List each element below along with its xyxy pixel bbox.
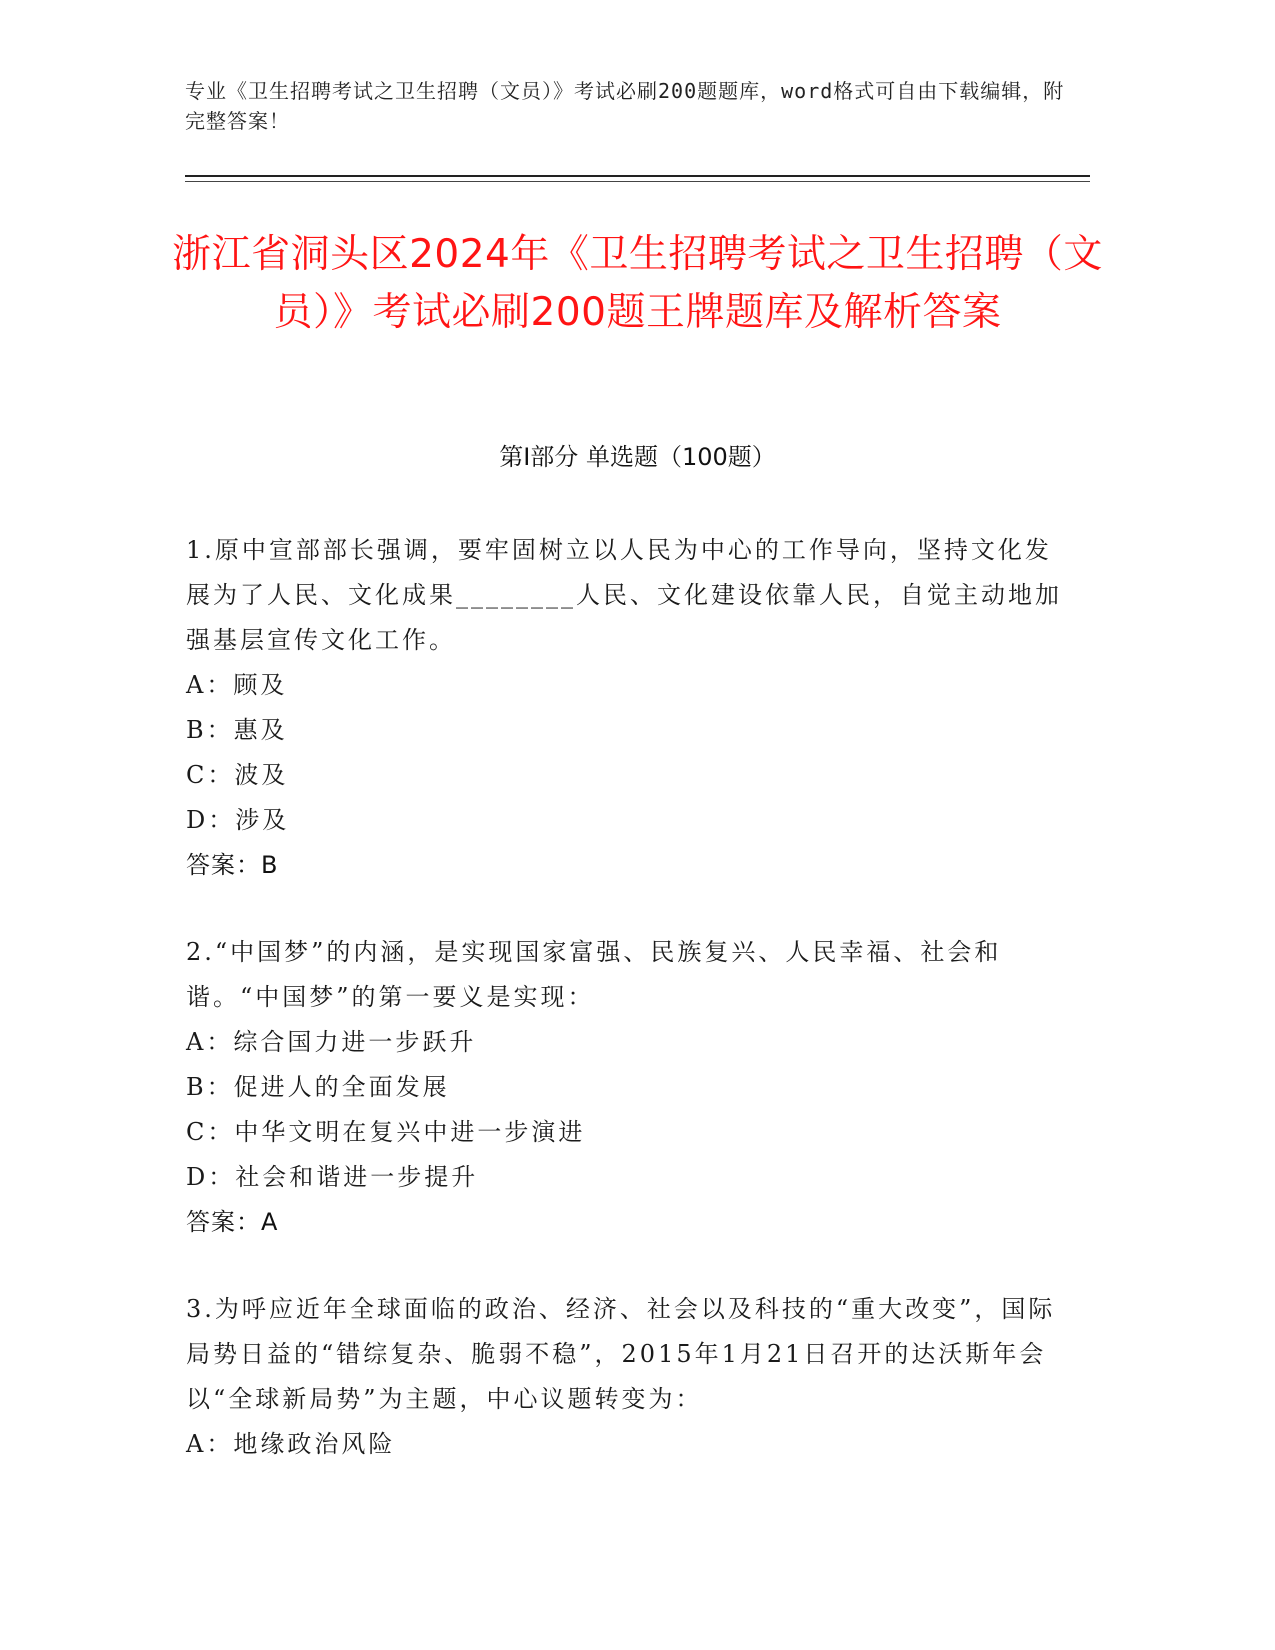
question-item: [186, 1287, 1066, 1467]
question-stem: 2.“中国梦”的内涵，是实现国家富强、民族复兴、人民幸福、社会和谐。“中国梦”的第一要义是实现：: [186, 938, 1002, 1011]
answer-line: 答案：A: [186, 1208, 279, 1236]
option-a: A：地缘政治风险: [186, 1430, 396, 1458]
option-b: B：惠及: [186, 716, 288, 744]
option-a: A：综合国力进一步跃升: [186, 1028, 477, 1056]
question-item: [186, 528, 1066, 888]
option-c: C：中华文明在复兴中进一步演进: [186, 1118, 586, 1146]
document-title: 浙江省洞头区2024年《卫生招聘考试之卫生招聘（文员）》考试必刷200题王牌题库及解析答案: [172, 232, 1103, 335]
question-list: [186, 528, 1066, 1509]
question-item: [186, 930, 1066, 1245]
option-c: C：波及: [186, 761, 289, 789]
option-b: B：促进人的全面发展: [186, 1073, 450, 1101]
question-stem: 1.原中宣部部长强调，要牢固树立以人民为中心的工作导向，坚持文化发展为了人民、文化成果________人民、文化建设依靠人民，自觉主动地加强基层宣传文化工作。: [186, 536, 1062, 654]
option-d: D：社会和谐进一步提升: [186, 1163, 479, 1191]
section-heading: 第Ⅰ部分 单选题（100题）: [499, 443, 776, 471]
header-note: 专业《卫生招聘考试之卫生招聘（文员）》考试必刷200题题库，word格式可自由下载编辑，附完整答案！: [185, 79, 1065, 133]
header-divider-thin: [185, 181, 1090, 182]
question-stem: 3.为呼应近年全球面临的政治、经济、社会以及科技的“重大改变”，国际局势日益的“错综复杂、脆弱不稳”，2015年1月21日召开的达沃斯年会以“全球新局势”为主题，中心议题转变为：: [186, 1295, 1056, 1413]
answer-line: 答案：B: [186, 851, 279, 879]
option-d: D：涉及: [186, 806, 290, 834]
header-divider: [185, 175, 1090, 177]
option-a: A：顾及: [186, 671, 288, 699]
